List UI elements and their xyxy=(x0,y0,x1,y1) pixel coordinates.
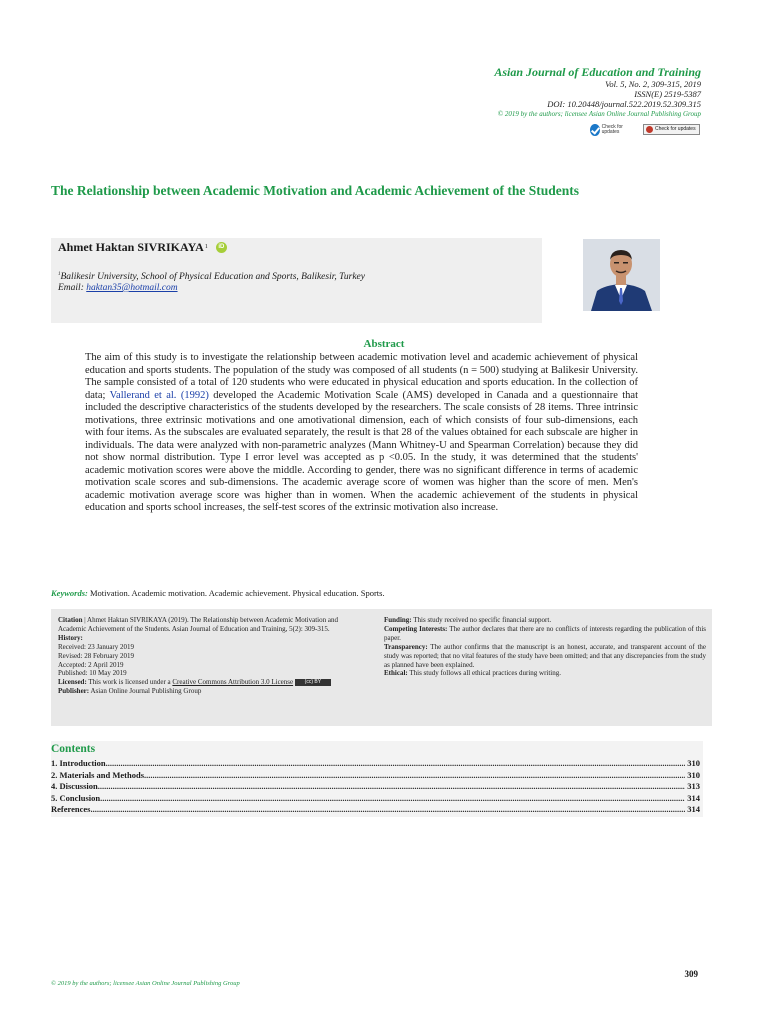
journal-copyright: © 2019 by the authors; licensee Asian Online Journal Publishing Group xyxy=(497,110,701,118)
article-info-left xyxy=(58,616,338,696)
author-superscript: 1 xyxy=(204,244,208,250)
toc-item-conclusion[interactable] xyxy=(51,793,700,805)
revised-date: Revised: 28 February 2019 xyxy=(58,651,135,660)
ethical xyxy=(384,669,706,678)
toc-label: 1. Introduction xyxy=(51,758,106,768)
abstract-reference-link[interactable]: Vallerand et al. (1992) xyxy=(109,389,209,401)
toc-page: 310 xyxy=(687,758,700,768)
toc-leader xyxy=(144,770,685,782)
journal-doi[interactable]: DOI: 10.20448/journal.522.2019.52.309.315 xyxy=(547,99,701,109)
toc-page: 310 xyxy=(687,769,700,780)
email-label: Email: xyxy=(58,283,87,293)
toc-item-introduction[interactable] xyxy=(51,758,700,770)
publisher-label: Publisher: xyxy=(58,687,90,696)
accepted-date: Accepted: 2 April 2019 xyxy=(58,660,124,669)
crossmark-icon xyxy=(646,126,653,133)
toc-item-references[interactable] xyxy=(51,804,700,816)
check-icon xyxy=(590,124,600,136)
published-date: Published: 10 May 2019 xyxy=(58,669,127,678)
crossmark-badge[interactable] xyxy=(590,123,634,137)
toc-page: 313 xyxy=(687,781,700,791)
footer-copyright: © 2019 by the authors; licensee Asian Online Journal Publishing Group xyxy=(51,980,240,987)
citation xyxy=(58,616,338,634)
competing-label: Competing Interests: xyxy=(384,624,448,633)
funding-text: This study received no specific financial support. xyxy=(411,616,552,624)
history-label: History: xyxy=(58,633,83,642)
funding xyxy=(384,616,706,625)
keywords xyxy=(51,588,731,599)
toc-page: 314 xyxy=(687,792,700,803)
license xyxy=(58,678,338,687)
transparency xyxy=(384,643,706,670)
abstract-text-part1: The aim of this study is to investigate the relationship between academic motivation level and academic achievement of physical education and sports students. The population of the study was composed of all students (n = 500) studying at Balikesir University. The sample consisted of a total of 120 students who were educated in physical education and sports education. In the collection of data; xyxy=(85,352,638,401)
competing-interests xyxy=(384,625,706,643)
license-link[interactable]: Creative Commons Attribution 3.0 License xyxy=(172,678,294,687)
transparency-text: The author confirms that the manuscript is an honest, accurate, and transparent account of the study was reported; that no vital features of the study have been omitted; and that any discrepancies from the study as planned have been explained. xyxy=(384,642,706,669)
licensed-text: This work is licensed under a xyxy=(86,678,173,687)
toc-leader xyxy=(98,781,685,793)
contents-heading: Contents xyxy=(51,743,96,755)
ethical-label: Ethical: xyxy=(384,669,408,678)
journal-issn: ISSN(E) 2519-5387 xyxy=(634,89,701,99)
licensed-label: Licensed: xyxy=(58,678,87,687)
abstract-text xyxy=(85,352,638,515)
abstract-heading: Abstract xyxy=(363,338,405,350)
citation-label: Citation xyxy=(58,616,83,624)
cc-by-icon[interactable]: (cc) BY xyxy=(295,679,331,686)
publisher-text: Asian Online Journal Publishing Group xyxy=(89,687,202,696)
transparency-label: Transparency: xyxy=(384,642,428,651)
author-name-text: Ahmet Haktan SIVRIKAYA xyxy=(58,240,204,254)
toc-page: 314 xyxy=(687,804,700,814)
citation-text: | Ahmet Haktan SIVRIKAYA (2019). The Relationship between Academic Motivation and Academic Achievement of the Students. Asian Journal of Education and Training, 5(2): 309-315. xyxy=(58,616,338,633)
toc-item-materials-methods[interactable] xyxy=(51,770,700,782)
affiliation-text: Balikesir University, School of Physical Education and Sports, Balikesir, Turkey xyxy=(60,272,365,283)
paper-title: The Relationship between Academic Motivation and Academic Achievement of the Students xyxy=(51,183,579,198)
ethical-text: This study follows all ethical practices during writing. xyxy=(407,669,561,678)
author-photo xyxy=(583,239,660,311)
received-date: Received: 23 January 2019 xyxy=(58,642,135,651)
check-for-updates-label: Check for updates xyxy=(655,126,696,132)
abstract-text-part2: developed the Academic Motivation Scale (AMS) developed in Canada and a questionnaire that included the descriptive characteristics of the students developed by the researchers. The scale consists of 28 items. Three intrinsic motivations, three extrinsic motivations and one amotivational dimension, each of which consists of four sub-dimensions, each with four items. As the subscales are evaluated separately, the result is that 28 of the values obtained for each subscale are higher in individuals. The data were analyzed with non-parametric analyzes (Mann Whitney-U and Spearman Correlation) because they did not show normal distribution. Type I error level was accepted as p <0.05. In the study, it was determined that the students' academic motivation scores were above the middle. According to gender, there was no significant difference in terms of academic motivation scale scores and sub-dimensions. The academic average score of women was higher than the score of men. Men's academic motivation average score was higher than in women. When the academic achievement of the students in physical education and sports school increases, the self-test scores of the extrinsic motivation also increase. xyxy=(85,389,639,513)
table-of-contents xyxy=(51,758,700,816)
journal-volume: Vol. 5, No. 2, 309-315, 2019 xyxy=(605,79,701,89)
toc-label: References xyxy=(51,804,91,814)
orcid-icon[interactable]: iD xyxy=(216,242,227,253)
author-portrait-icon xyxy=(583,239,660,311)
toc-label: 2. Materials and Methods xyxy=(51,769,145,780)
toc-leader xyxy=(91,804,686,816)
crossmark-text: Check for updates xyxy=(601,124,623,135)
journal-name: Asian Journal of Education and Training xyxy=(494,65,701,79)
toc-item-discussion[interactable] xyxy=(51,781,700,793)
toc-leader xyxy=(100,793,685,805)
keywords-text: Motivation. Academic motivation. Academic achievement. Physical education. Sports. xyxy=(89,588,385,598)
check-for-updates-button[interactable] xyxy=(643,124,700,135)
article-info-right xyxy=(384,616,706,678)
publisher xyxy=(58,687,338,696)
journal-header xyxy=(281,65,701,119)
funding-label: Funding: xyxy=(384,616,412,624)
page-number: 309 xyxy=(684,969,698,979)
author-email xyxy=(58,282,178,295)
toc-leader xyxy=(106,758,686,770)
competing-text: The author declares that there are no conflicts of interests regarding the publication of this paper. xyxy=(384,624,706,642)
affiliation-superscript: 1 xyxy=(58,272,61,277)
toc-label: 4. Discussion xyxy=(51,781,98,791)
email-link[interactable]: haktan35@hotmail.com xyxy=(86,283,178,293)
toc-label: 5. Conclusion xyxy=(51,792,101,803)
keywords-label: Keywords: xyxy=(51,588,88,598)
author-name xyxy=(58,240,227,254)
